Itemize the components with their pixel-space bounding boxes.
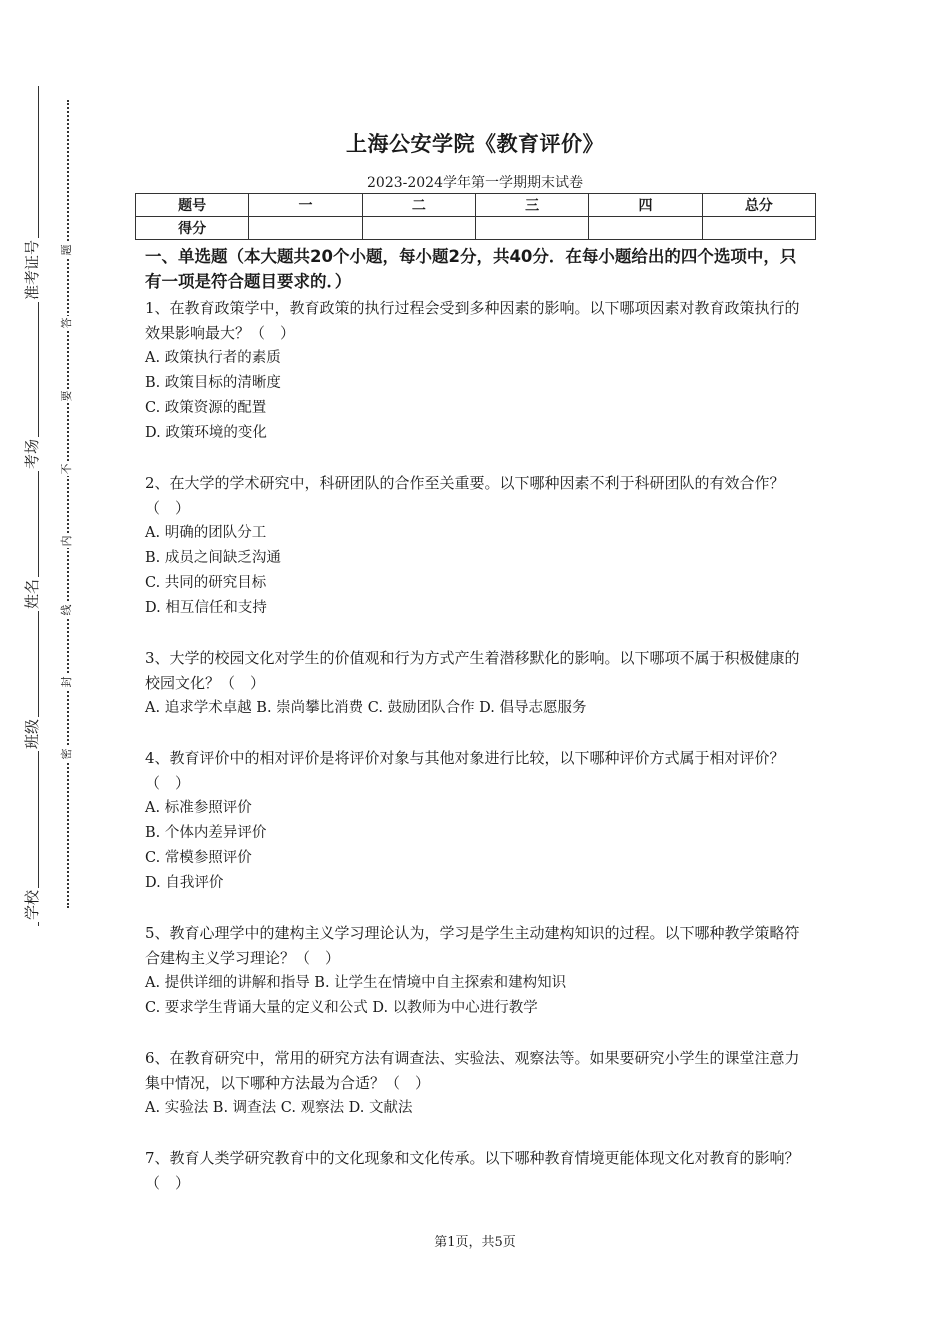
score-table-header-cell: 题号 <box>136 194 249 217</box>
score-cell <box>249 217 362 240</box>
option-line: A. 提供详细的讲解和指导 B. 让学生在情境中自主探索和建构知识 <box>145 975 567 991</box>
option-line: A. 实验法 B. 调查法 C. 观察法 D. 文献法 <box>145 1100 413 1116</box>
seal-char: 题 <box>60 244 73 256</box>
question-stem: 2、在大学的学术研究中，科研团队的合作至关重要。以下哪种因素不利于科研团队的有效合作？（ ） <box>145 474 785 517</box>
seal-char: 答 <box>60 317 73 329</box>
score-table-score-label: 得分 <box>136 217 249 240</box>
question-content <box>145 244 810 1221</box>
option-line: C. 常模参照评价 <box>145 850 252 866</box>
option-line: D. 相互信任和支持 <box>145 600 267 616</box>
score-table <box>135 193 816 240</box>
binding-label-exam-room: 考场 <box>23 438 42 470</box>
score-table-header-cell: 三 <box>475 194 588 217</box>
seal-char: 不 <box>60 463 73 475</box>
seal-dotted-line <box>67 100 69 908</box>
score-table-header-row <box>136 194 816 217</box>
score-table-header-cell: 一 <box>249 194 362 217</box>
question <box>145 1146 810 1196</box>
question-stem: 7、教育人类学研究教育中的文化现象和文化传承。以下哪种教育情境更能体现文化对教育的影响？（ ） <box>145 1149 800 1192</box>
seal-char: 内 <box>60 535 73 547</box>
option-line: A. 明确的团队分工 <box>145 525 267 541</box>
score-cell <box>702 217 815 240</box>
option-line: A. 政策执行者的素质 <box>145 350 281 366</box>
option-line: C. 共同的研究目标 <box>145 575 267 591</box>
option-line: B. 个体内差异评价 <box>145 825 267 841</box>
binding-line <box>38 86 39 926</box>
score-cell <box>475 217 588 240</box>
section-heading: 一、单选题（本大题共20个小题，每小题2分，共40分．在每小题给出的四个选项中，只有一项是符合题目要求的．） <box>145 247 797 291</box>
binding-label-exam-number: 准考证号 <box>23 239 42 301</box>
question <box>145 921 810 1021</box>
option-line: D. 自我评价 <box>145 875 224 891</box>
page-footer: 第1页，共5页 <box>434 1235 516 1250</box>
seal-char: 封 <box>60 676 73 688</box>
binding-label-class: 班级 <box>23 718 42 750</box>
question <box>145 1046 810 1121</box>
question <box>145 646 810 721</box>
option-line: B. 政策目标的清晰度 <box>145 375 281 391</box>
option-line: A. 追求学术卓越 B. 崇尚攀比消费 C. 鼓励团队合作 D. 倡导志愿服务 <box>145 700 587 716</box>
question <box>145 471 810 621</box>
question-stem: 6、在教育研究中，常用的研究方法有调查法、实验法、观察法等。如果要研究小学生的课堂注意力集中情况，以下哪种方法最为合适？（ ） <box>145 1049 800 1092</box>
score-table-score-row <box>136 217 816 240</box>
question-stem: 1、在教育政策学中，教育政策的执行过程会受到多种因素的影响。以下哪项因素对教育政策执行的效果影响最大？（ ） <box>145 299 800 342</box>
seal-char: 要 <box>60 390 73 402</box>
seal-char: 密 <box>60 748 73 760</box>
binding-label-name: 姓名 <box>23 578 42 610</box>
question <box>145 746 810 896</box>
score-cell <box>589 217 702 240</box>
score-cell <box>362 217 475 240</box>
binding-label-school: 学校 <box>23 889 42 921</box>
question-stem: 3、大学的校园文化对学生的价值观和行为方式产生着潜移默化的影响。以下哪项不属于积极健康的校园文化？（ ） <box>145 649 800 692</box>
option-line: D. 政策环境的变化 <box>145 425 267 441</box>
question-stem: 4、教育评价中的相对评价是将评价对象与其他对象进行比较，以下哪种评价方式属于相对评价？（ ） <box>145 749 785 792</box>
exam-title: 上海公安学院《教育评价》 <box>346 132 604 156</box>
score-table-header-cell: 四 <box>589 194 702 217</box>
option-line: C. 政策资源的配置 <box>145 400 267 416</box>
question <box>145 296 810 446</box>
seal-char: 线 <box>60 604 73 616</box>
score-table-header-cell: 总分 <box>702 194 815 217</box>
score-table-header-cell: 二 <box>362 194 475 217</box>
question-stem: 5、教育心理学中的建构主义学习理论认为，学习是学生主动建构知识的过程。以下哪种教学策略符合建构主义学习理论？（ ） <box>145 924 800 967</box>
option-line: A. 标准参照评价 <box>145 800 252 816</box>
option-line: B. 成员之间缺乏沟通 <box>145 550 281 566</box>
exam-subtitle: 2023-2024学年第一学期期末试卷 <box>367 175 583 191</box>
option-line: C. 要求学生背诵大量的定义和公式 D. 以教师为中心进行教学 <box>145 1000 538 1016</box>
